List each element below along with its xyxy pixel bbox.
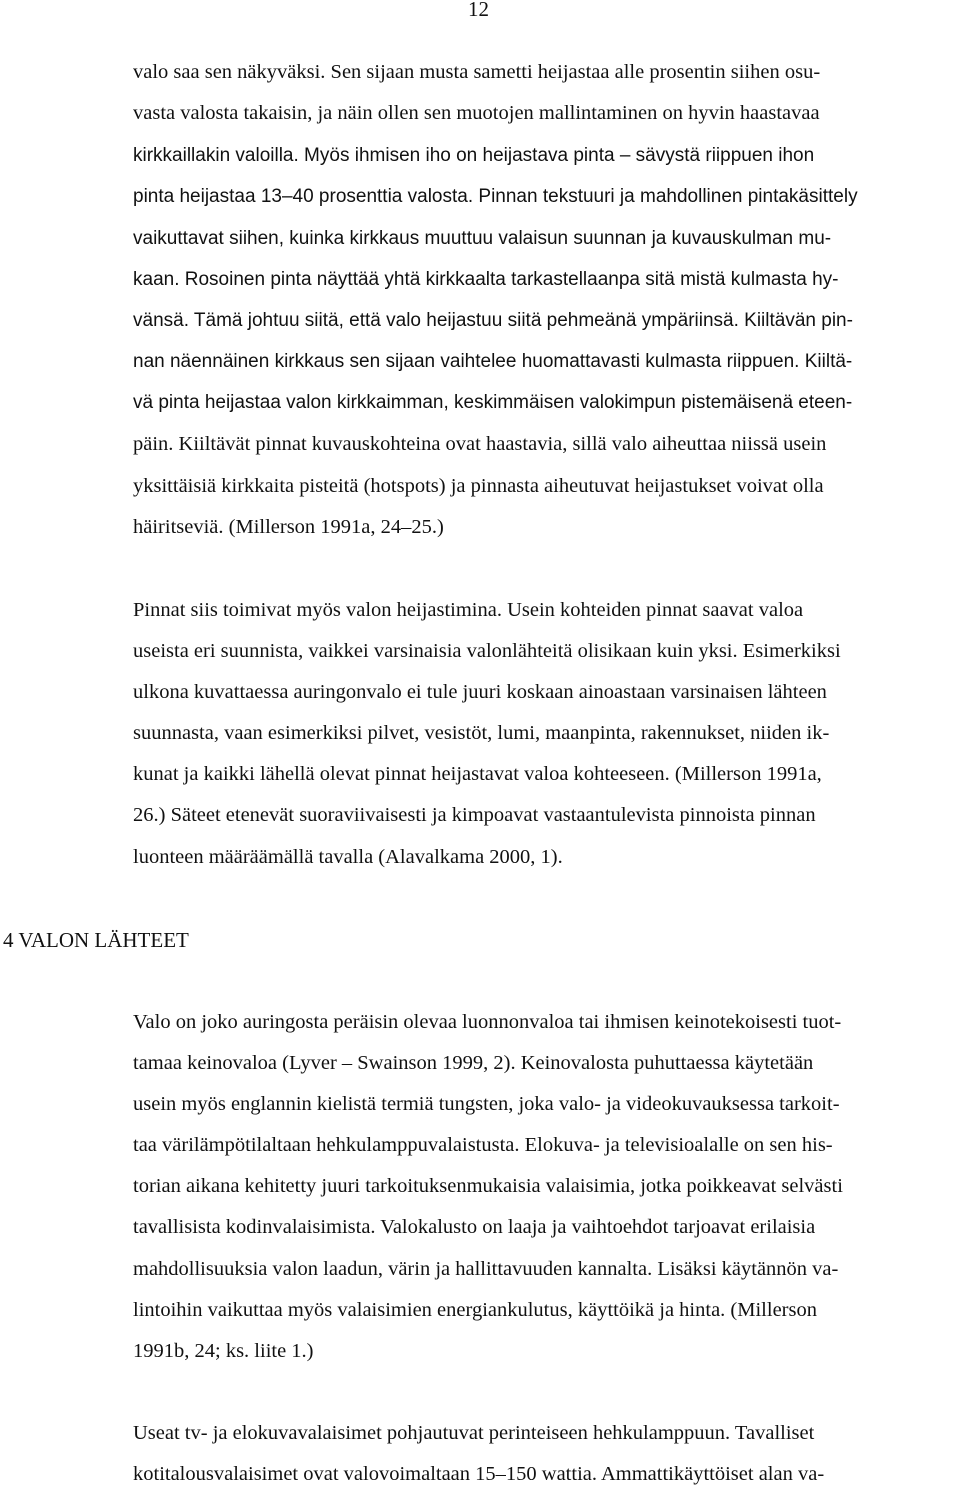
text-line: Valo on joko auringosta peräisin olevaa luonnonvaloa tai ihmisen keinotekoisesti tuot- bbox=[133, 1011, 842, 1033]
text-line: 26.) Säteet etenevät suoraviivaisesti ja kimpoavat vastaantulevista pinnoista pinnan bbox=[133, 804, 816, 826]
text-line: 1991b, 24; ks. liite 1.) bbox=[133, 1340, 314, 1362]
text-line: tavallisista kodinvalaisimista. Valokalusto on laaja ja vaihtoehdot tarjoavat erilaisia bbox=[133, 1216, 816, 1238]
text-line: ulkona kuvattaessa auringonvalo ei tule juuri koskaan ainoastaan varsinaisen lähteen bbox=[133, 681, 827, 703]
text-line: lintoihin vaikuttaa myös valaisimien energiankulutus, käyttöikä ja hinta. (Millerson bbox=[133, 1299, 817, 1321]
text-line: taa värilämpötilaltaan hehkulamppuvalaistusta. Elokuva- ja televisioalalle on sen his- bbox=[133, 1134, 833, 1156]
text-line: nan näennäinen kirkkaus sen sijaan vaihtelee huomattavasti kulmasta riippuen. Kiiltä- bbox=[133, 351, 853, 372]
text-line: vasta valosta takaisin, ja näin ollen sen muotojen mallintaminen on hyvin haastavaa bbox=[133, 102, 820, 124]
section-heading: 4 VALON LÄHTEET bbox=[3, 928, 189, 952]
text-line: päin. Kiiltävät pinnat kuvauskohteina ovat haastavia, sillä valo aiheuttaa niissä usein bbox=[133, 433, 827, 455]
text-line: vä pinta heijastaa valon kirkkaimman, keskimmäisen valokimpun pistemäisenä eteen- bbox=[133, 392, 853, 413]
text-line: yksittäisiä kirkkaita pisteitä (hotspots) ja pinnasta aiheutuvat heijastukset voivat olla bbox=[133, 475, 824, 497]
text-line: häiritseviä. (Millerson 1991a, 24–25.) bbox=[133, 516, 444, 538]
text-line: kaan. Rosoinen pinta näyttää yhtä kirkkaalta tarkastellaanpa sitä mistä kulmasta hy- bbox=[133, 269, 839, 290]
text-line: valo saa sen näkyväksi. Sen sijaan musta sametti heijastaa alle prosentin siihen osu- bbox=[133, 61, 821, 83]
text-line: Useat tv- ja elokuvavalaisimet pohjautuvat perinteiseen hehkulamppuun. Tavalliset bbox=[133, 1422, 815, 1444]
text-line: kirkkaillakin valoilla. Myös ihmisen iho on heijastava pinta – sävystä riippuen ihon bbox=[133, 145, 815, 166]
text-line: Pinnat siis toimivat myös valon heijastimina. Usein kohteiden pinnat saavat valoa bbox=[133, 599, 804, 621]
text-line: suunnasta, vaan esimerkiksi pilvet, vesistöt, lumi, maanpinta, rakennukset, niiden ik- bbox=[133, 722, 830, 744]
text-line: mahdollisuuksia valon laadun, värin ja hallittavuuden kannalta. Lisäksi käytännön va- bbox=[133, 1258, 839, 1280]
text-line: tamaa keinovaloa (Lyver – Swainson 1999, 2). Keinovalosta puhuttaessa käytetään bbox=[133, 1052, 814, 1074]
text-line: vaikuttavat siihen, kuinka kirkkaus muuttuu valaisun suunnan ja kuvauskulman mu- bbox=[133, 228, 832, 249]
text-line: pinta heijastaa 13–40 prosenttia valosta. Pinnan tekstuuri ja mahdollinen pintakäsittely bbox=[133, 186, 858, 207]
text-line: kunat ja kaikki lähellä olevat pinnat heijastavat valoa kohteeseen. (Millerson 1991a, bbox=[133, 763, 822, 785]
text-line: usein myös englannin kielistä termiä tungsten, joka valo- ja videokuvauksessa tarkoit- bbox=[133, 1093, 840, 1115]
text-line: luonteen määräämällä tavalla (Alavalkama 2000, 1). bbox=[133, 846, 563, 868]
text-line: useista eri suunnista, vaikkei varsinaisia valonlähteitä olisikaan kuin yksi. Esimerkiksi bbox=[133, 640, 841, 662]
text-line: kotitalousvalaisimet ovat valovoimaltaan 15–150 wattia. Ammattikäyttöiset alan va- bbox=[133, 1463, 825, 1485]
text-line: torian aikana kehitetty juuri tarkoituksenmukaisia valaisimia, jotka poikkeavat selvästi bbox=[133, 1175, 843, 1197]
page-number: 12 bbox=[468, 0, 489, 21]
text-line: vänsä. Tämä johtuu siitä, että valo heijastuu siitä pehmeänä ympäriinsä. Kiiltävän pin- bbox=[133, 310, 853, 331]
